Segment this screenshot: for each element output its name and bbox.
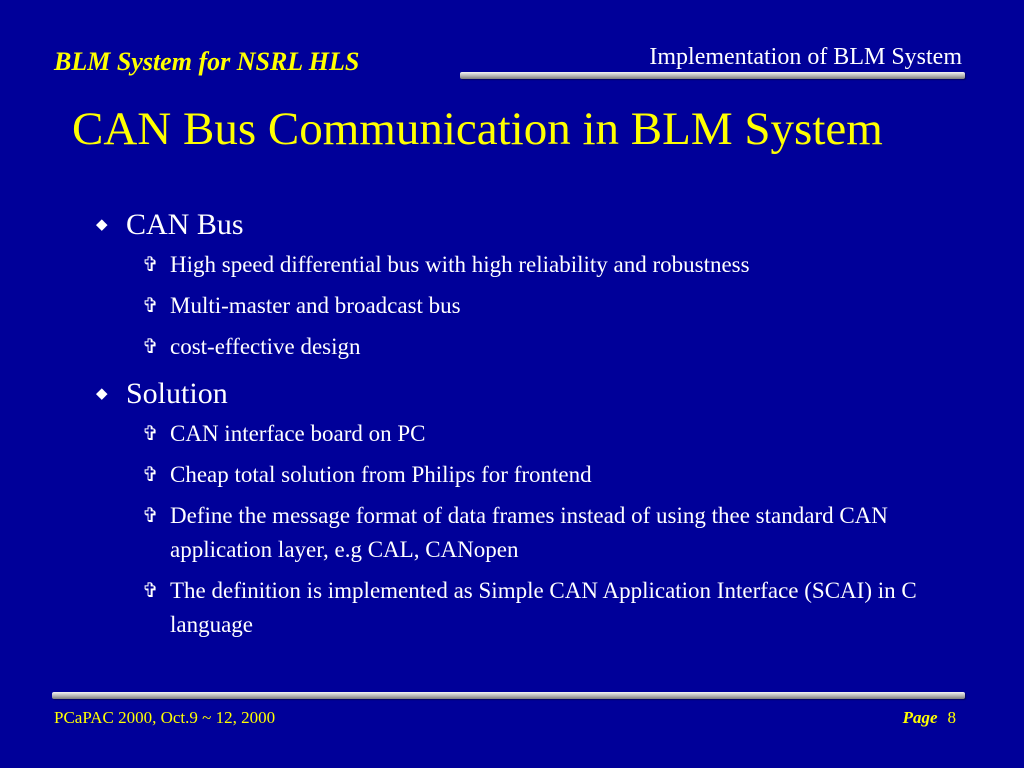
sub-bullet-text: Multi-master and broadcast bus [170, 293, 461, 318]
slide-title: CAN Bus Communication in BLM System [72, 103, 883, 155]
sub-bullet-item [138, 289, 952, 323]
sub-bullet-list [92, 248, 952, 364]
header-left-title: BLM System for NSRL HLS [54, 47, 360, 76]
sub-bullet-item [138, 417, 952, 451]
header-rule [460, 72, 965, 79]
sub-bullet-list [92, 417, 952, 642]
diamond-bullet-icon: ◆ [96, 217, 108, 233]
header-right-title: Implementation of BLM System [649, 44, 962, 70]
sub-bullet-item [138, 248, 952, 282]
sub-bullet-text: cost-effective design [170, 334, 361, 359]
bullet-item [92, 202, 952, 248]
sub-bullet-item [138, 330, 952, 364]
sub-bullet-text: High speed differential bus with high reliability and robustness [170, 252, 750, 277]
sub-bullet-item [138, 574, 952, 642]
sub-bullet-text: Cheap total solution from Philips for frontend [170, 462, 592, 487]
cross-bullet-icon: ✞ [142, 580, 159, 602]
sub-bullet-text: Define the message format of data frames instead of using thee standard CAN application layer, e.g CAL, CANopen [170, 503, 888, 562]
footer-rule [52, 692, 965, 699]
sub-bullet-text: The definition is implemented as Simple CAN Application Interface (SCAI) in C language [170, 578, 917, 637]
page-label: Page [902, 708, 938, 727]
cross-bullet-icon: ✞ [142, 295, 159, 317]
bullet-text: Solution [126, 377, 228, 410]
page-number: 8 [947, 708, 956, 727]
sub-bullet-item [138, 499, 952, 567]
bullet-list [92, 202, 952, 649]
cross-bullet-icon: ✞ [142, 423, 159, 445]
bullet-text: CAN Bus [126, 208, 244, 241]
footer-page [903, 708, 956, 728]
sub-bullet-text: CAN interface board on PC [170, 421, 426, 446]
footer-conference: PCaPAC 2000, Oct.9 ~ 12, 2000 [54, 708, 276, 727]
sub-bullet-item [138, 458, 952, 492]
bullet-item [92, 371, 952, 417]
cross-bullet-icon: ✞ [142, 464, 159, 486]
cross-bullet-icon: ✞ [142, 254, 159, 276]
diamond-bullet-icon: ◆ [96, 386, 108, 402]
cross-bullet-icon: ✞ [142, 505, 159, 527]
cross-bullet-icon: ✞ [142, 336, 159, 358]
